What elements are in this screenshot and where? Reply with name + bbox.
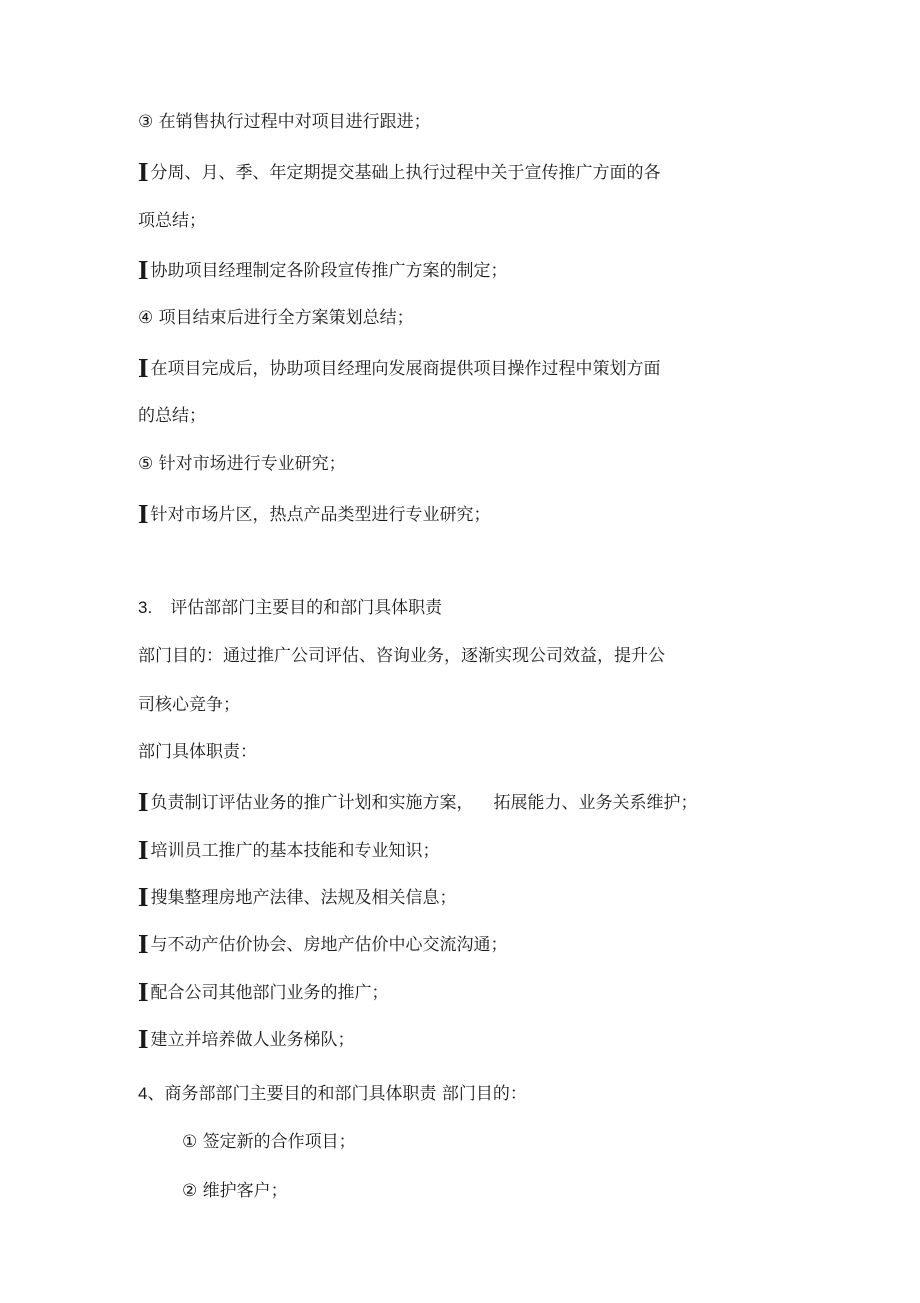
- item4-bullet1-text: 在项目完成后，协助项目经理向发展商提供项目操作过程中策划方面: [150, 359, 661, 379]
- item5-heading-text: ⑤ 针对市场进行专业研究；: [138, 454, 346, 474]
- section-3-number: 3.: [138, 598, 153, 617]
- duty-item: [138, 929, 508, 959]
- duty-text: 建立并培养做人业务梯队；: [150, 1030, 355, 1050]
- item4-bullet1: [138, 353, 661, 383]
- item4-bullet1-continuation-text: 的总结；: [138, 406, 206, 426]
- bullet-marker: I: [138, 157, 149, 187]
- item4-heading: [138, 306, 414, 330]
- duties-label-text: 部门具体职责：: [138, 742, 257, 762]
- item3-bullet1-continuation-text: 项总结；: [138, 211, 206, 231]
- bullet-marker: I: [138, 882, 149, 912]
- duty-item: [138, 882, 457, 912]
- section-3-heading: [138, 596, 442, 620]
- bullet-marker: I: [138, 255, 149, 285]
- duty-text: 搜集整理房地产法律、法规及相关信息；: [150, 888, 457, 908]
- section-3-duties-label: [138, 740, 257, 764]
- bullet-marker: I: [138, 353, 149, 383]
- duty-text: 配合公司其他部门业务的推广；: [150, 983, 389, 1003]
- duty-item: [138, 787, 698, 817]
- duty-text-continued: 拓展能力、业务关系维护；: [493, 793, 698, 813]
- item5-bullet1: [138, 499, 491, 529]
- item3-bullet1-continuation: [138, 209, 206, 233]
- item3-bullet2-text: 协助项目经理制定各阶段宣传推广方案的制定；: [150, 261, 508, 281]
- bullet-marker: I: [138, 1024, 149, 1054]
- duty-text: 负责制订评估业务的推广计划和实施方案，: [150, 793, 474, 813]
- item3-bullet2: [138, 255, 508, 285]
- item3-bullet1: [138, 157, 661, 187]
- bullet-marker: I: [138, 977, 149, 1007]
- section-4-goal: [182, 1179, 288, 1203]
- duty-item: [138, 977, 389, 1007]
- section-4-number: 4: [138, 1084, 148, 1103]
- section-3-purpose-continuation: [138, 693, 240, 717]
- duty-text: 培训员工推广的基本技能和专业知识；: [150, 841, 440, 861]
- duty-item: [138, 835, 440, 865]
- section-4-heading: [138, 1082, 527, 1106]
- duty-text: 与不动产估价协会、房地产估价中心交流沟通；: [150, 935, 508, 955]
- item3-heading-text: ③ 在销售执行过程中对项目进行跟进；: [138, 112, 431, 132]
- bullet-marker: I: [138, 929, 149, 959]
- section-4-goal: [182, 1130, 356, 1154]
- item4-heading-text: ④ 项目结束后进行全方案策划总结；: [138, 308, 414, 328]
- section-3-title: 评估部部门主要目的和部门具体职责: [170, 598, 443, 618]
- bullet-marker: I: [138, 787, 149, 817]
- duty-item: [138, 1024, 355, 1054]
- section-4-heading-text: 、商务部部门主要目的和部门具体职责 部门目的：: [147, 1084, 527, 1104]
- section-3-purpose-continuation-text: 司核心竞争；: [138, 695, 240, 715]
- item5-bullet1-text: 针对市场片区，热点产品类型进行专业研究；: [150, 505, 491, 525]
- bullet-marker: I: [138, 835, 149, 865]
- section-3-purpose: [138, 644, 665, 668]
- goal-text: ① 签定新的合作项目；: [182, 1132, 356, 1152]
- section-3-purpose-text: 部门目的：通过推广公司评估、咨询业务，逐渐实现公司效益，提升公: [138, 646, 665, 666]
- item4-bullet1-continuation: [138, 404, 206, 428]
- item5-heading: [138, 452, 346, 476]
- item3-heading: [138, 110, 431, 134]
- bullet-marker: I: [138, 499, 149, 529]
- goal-text: ② 维护客户；: [182, 1181, 288, 1201]
- item3-bullet1-text: 分周、月、季、年定期提交基础上执行过程中关于宣传推广方面的各: [150, 163, 661, 183]
